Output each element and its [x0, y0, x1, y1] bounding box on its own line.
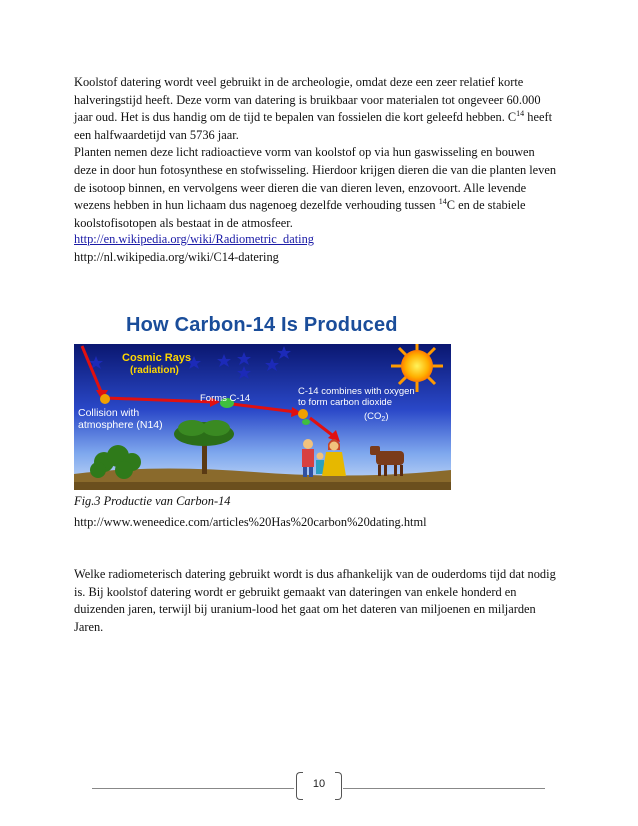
combines-label-line2: to form carbon dioxide — [298, 397, 392, 408]
carbon14-figure — [74, 306, 451, 490]
co2-label: $(CO_2)$ — [364, 411, 389, 423]
footer-rule-left — [92, 788, 294, 789]
text-line: koolstofisotopen als bestaat in de atmosfeer. — [74, 215, 293, 230]
closing-paragraph — [74, 566, 574, 636]
text-line: deze in door hun fotosynthese en stofwisseling. Hierdoor krijgen dieren die van die planten leven — [74, 162, 557, 177]
forms-c14-label: Forms C-14 — [200, 393, 251, 404]
figure-source-url: http://www.weneedice.com/articles%20Has%20carbon%20dating.html — [74, 515, 427, 529]
footer-rule-right — [343, 788, 545, 789]
figure-title-bar — [74, 306, 451, 344]
text-line: halveringstijd heeft. Deze vorm van datering is bruikbaar voor materialen tot ongeveer 60.000 — [74, 92, 541, 107]
reference-links — [74, 231, 574, 266]
wikipedia-en-link[interactable]: http://en.wikipedia.org/wiki/Radiometric_dating — [74, 232, 314, 246]
cosmic-rays-label: Cosmic Rays — [122, 352, 192, 364]
figure-title: How Carbon-14 Is Produced — [126, 314, 398, 336]
superscript: 14 — [516, 109, 525, 119]
text-line: een halfwaardetijd van 5736 jaar. — [74, 127, 239, 142]
text-line: Jaren. — [74, 619, 104, 634]
superscript: 14 — [438, 197, 447, 207]
collision-label-line2: atmosphere (N14) — [78, 419, 163, 431]
text-line: de isotoop binnen, en vervolgens weer dieren die van dieren leven, enzovoort. Alle levende — [74, 180, 527, 195]
collision-label-line1: Collision with — [78, 407, 140, 419]
page-number: 10 — [312, 778, 326, 790]
text-line: is. Bij koolstof datering wordt er gebruikt gemaakt van dateringen van enkele honderd en — [74, 584, 517, 599]
intro-paragraph — [74, 74, 574, 232]
text-line: jaar oud. Het is dus handig om de tijd te bepalen van fossielen die kort geleefd hebben. $C^{14}$ heeft — [74, 109, 553, 125]
text-line: Planten nemen deze licht radioactieve vorm van koolstof op via hun gaswisseling en bouwen — [74, 145, 535, 160]
wikipedia-nl-link: http://nl.wikipedia.org/wiki/C14-datering — [74, 249, 279, 264]
text-line: Welke radiometerisch datering gebruikt wordt is dus afhankelijk van de ouderdoms tijd dat nodig — [74, 567, 556, 581]
text-line: Koolstof datering wordt veel gebruikt in de archeologie, omdat deze een zeer relatief korte — [74, 75, 524, 89]
collision-particle — [100, 394, 110, 404]
text-line: wezens hebben in hun lichaam dus nagenoeg dezelfde verhouding tussen $^{14}$C en de stabiele — [74, 197, 526, 213]
radiation-label: (radiation) — [130, 365, 179, 376]
text-line: duizenden jaren, terwijl bij uranium-lood het gaat om het dateren van miljoenen en miljarden — [74, 602, 536, 617]
combines-label-line1: C-14 combines with oxygen — [298, 386, 415, 397]
figure-caption: Fig.3 Productie van Carbon-14 — [74, 494, 231, 508]
